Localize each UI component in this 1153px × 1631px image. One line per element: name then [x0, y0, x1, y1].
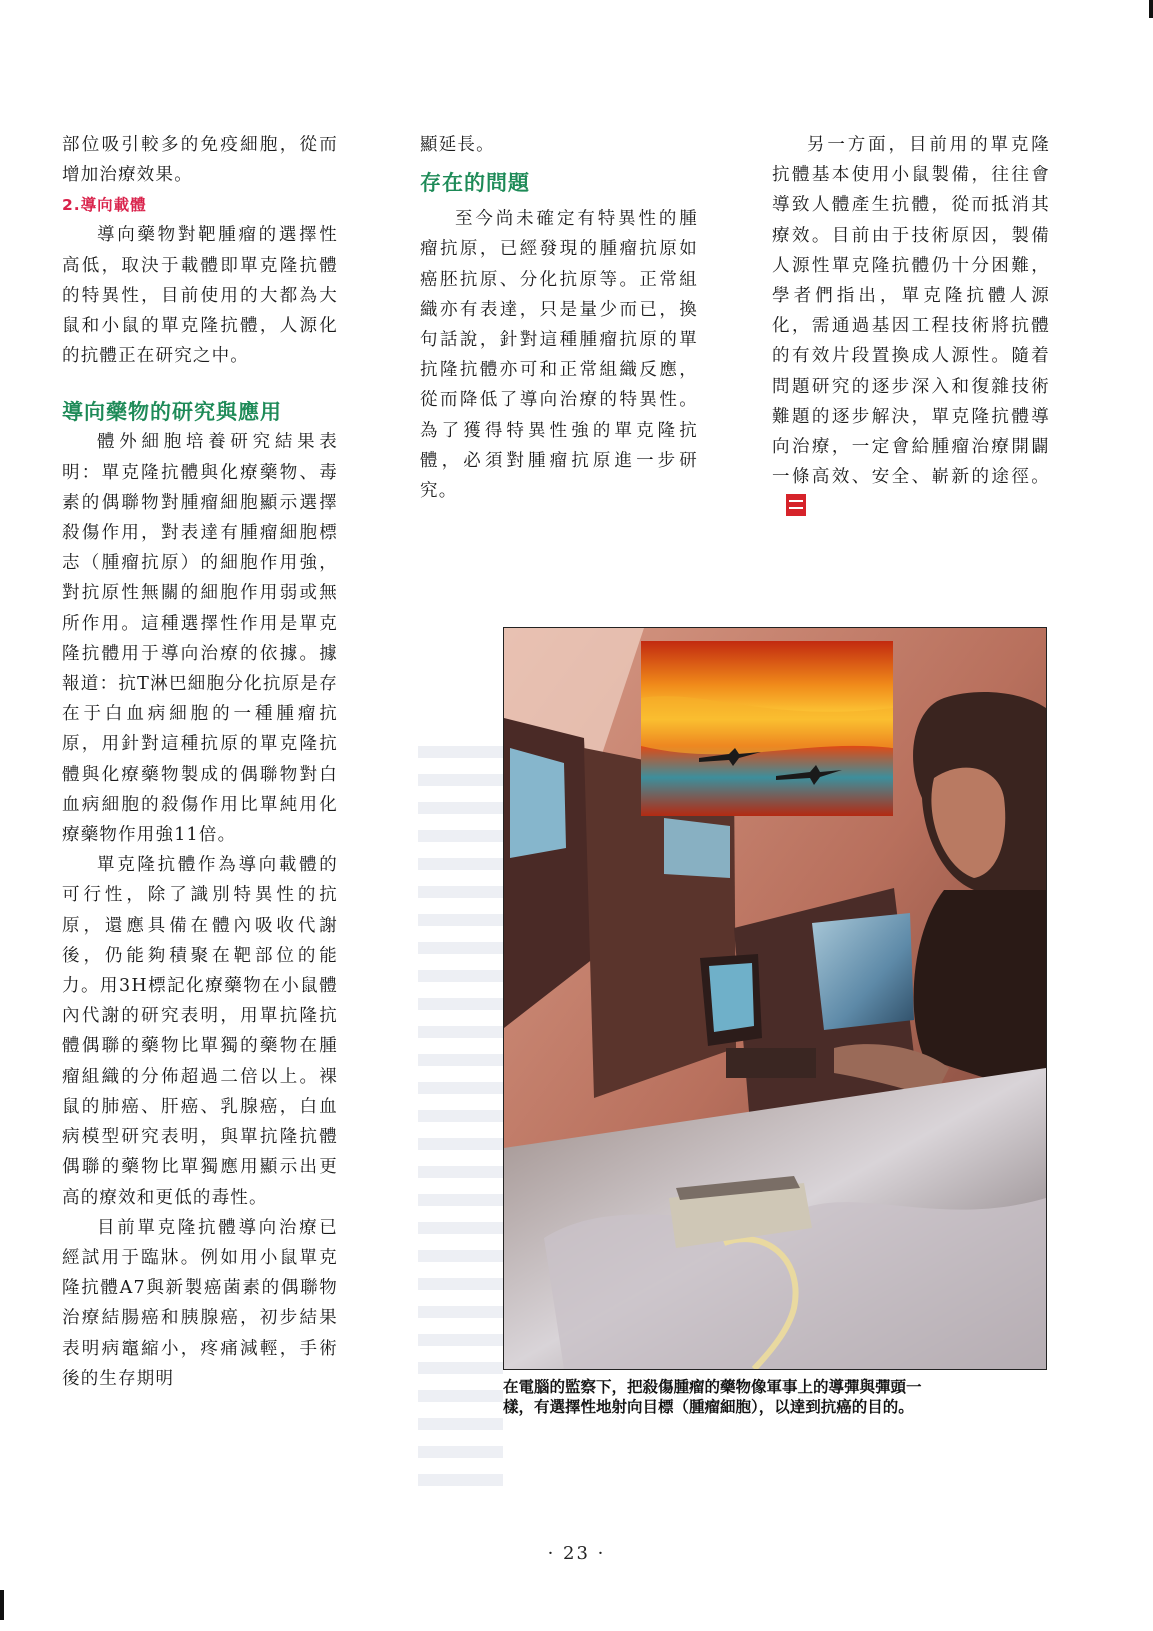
- paragraph-text: 另一方面，目前用的單克隆抗體基本使用小鼠製備，往往會導致人體產生抗體，從而抵消其療效。目前由于技術原因，製備人源性單克隆抗體仍十分困難，學者們指出，單克隆抗體人源化，需通過基因工程技術將抗體的有效片段置換成人源性。隨着問題研究的逐步深入和復雜技術難題的逐步解決，單克隆抗體導向治療，一定會給腫瘤治療開闢一條高效、安全、嶄新的途徑。: [772, 135, 1050, 488]
- computer-room-illustration: [504, 628, 1046, 1369]
- paragraph: 部位吸引較多的免疫細胞，從而增加治療效果。: [62, 135, 338, 186]
- paragraph: 顯延長。: [420, 135, 495, 155]
- paragraph: 至今尚未確定有特異性的腫瘤抗原，已經發現的腫瘤抗原如癌胚抗原、分化抗原等。正常組織亦有表達，只是量少而已，換句話說，針對這種腫瘤抗原的單抗隆抗體亦可和正常組織反應，從而降低了導向治療的特異性。為了獲得特異性強的單克隆抗體，必須對腫瘤抗原進一步研究。: [420, 209, 698, 502]
- paragraph: 導向藥物對靶腫瘤的選擇性高低，取決于載體即單克隆抗體的特異性，目前使用的大都為大鼠和小鼠的單克隆抗體，人源化的抗體正在研究之中。: [62, 225, 338, 367]
- paragraph: 單克隆抗體作為導向載體的可行性，除了識別特異性的抗原，還應具備在體內吸收代謝後，仍能夠積聚在靶部位的能力。用3H標記化療藥物在小鼠體內代謝的研究表明，用單抗隆抗體偶聯的藥物比單獨的藥物在腫瘤組織的分佈超過二倍以上。裸鼠的肺癌、肝癌、乳腺癌，白血病模型研究表明，與單抗隆抗體偶聯的藥物比單獨應用顯示出更高的療效和更低的毒性。: [62, 855, 338, 1208]
- subheading-guided-carrier: 2.導向載體: [62, 196, 147, 215]
- bleed-through-text: [418, 730, 503, 1490]
- figure-photo: [503, 627, 1047, 1370]
- text-column-1: [62, 130, 338, 1394]
- page-number: · 23 ·: [547, 1543, 606, 1564]
- scan-edge-mark: [0, 1590, 4, 1620]
- figure-caption: 在電腦的監察下，把殺傷腫瘤的藥物像軍事上的導彈與彈頭一樣，有選擇性地射向目標（腫瘤細胞），以達到抗癌的目的。: [503, 1378, 922, 1416]
- end-seal-icon: [786, 494, 806, 516]
- section-heading-problems: 存在的問題: [420, 171, 530, 196]
- scan-edge-mark: [1149, 0, 1153, 18]
- paragraph: 體外細胞培養研究結果表明：單克隆抗體與化療藥物、毒素的偶聯物對腫瘤細胞顯示選擇殺傷作用，對表達有腫瘤細胞標志（腫瘤抗原）的細胞作用強，對抗原性無關的細胞作用弱或無所作用。這種選擇性作用是單克隆抗體用于導向治療的依據。據報道：抗T淋巴細胞分化抗原是存在于白血病細胞的一種腫瘤抗原，用針對這種抗原的單克隆抗體與化療藥物製成的偶聯物對白血病細胞的殺傷作用比單純用化療藥物作用強11倍。: [62, 432, 338, 846]
- text-column-3: [772, 130, 1050, 523]
- paragraph: 目前單克隆抗體導向治療已經試用于臨牀。例如用小鼠單克隆抗體A7與新製癌菌素的偶聯物治療結腸癌和胰腺癌，初步結果表明病竈縮小，疼痛減輕，手術後的生存期明: [62, 1217, 338, 1389]
- paragraph: [772, 130, 1050, 523]
- text-column-2: [420, 130, 698, 506]
- section-heading-research: 導向藥物的研究與應用: [62, 400, 282, 425]
